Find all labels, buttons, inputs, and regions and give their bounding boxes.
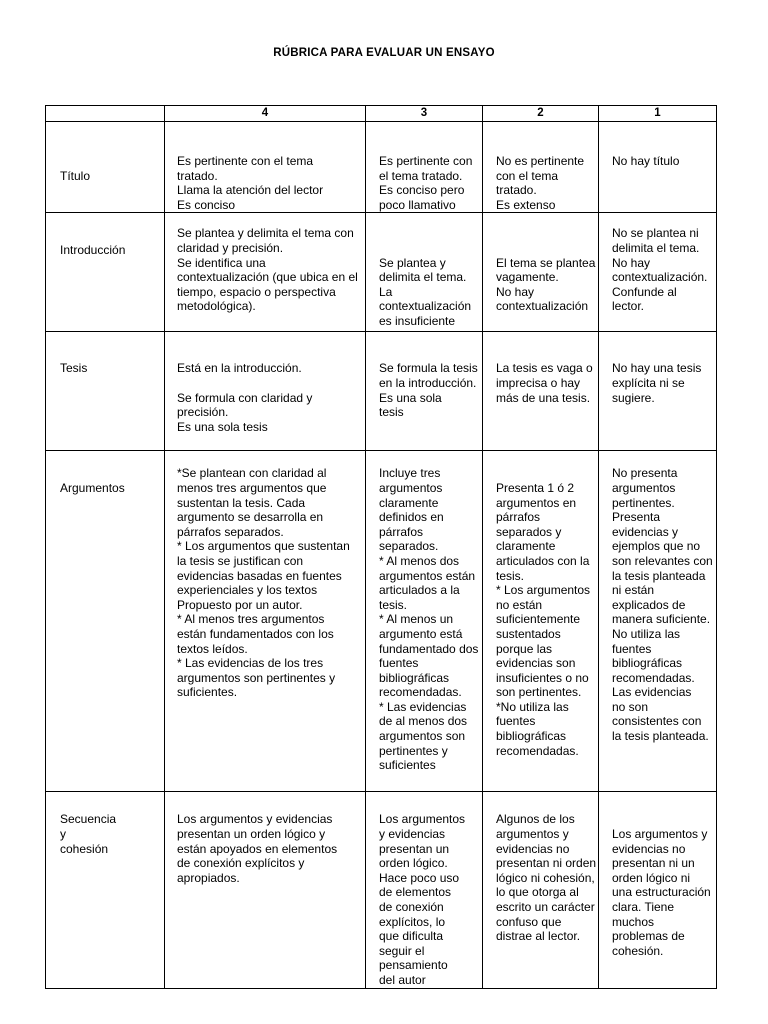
row-label-cell <box>46 332 165 451</box>
header-row <box>46 106 717 122</box>
row-label-cell <box>46 792 165 988</box>
cell-text: Presenta 1 ó 2 argumentos en párrafos separados y claramente articulados con la tesis. * Los argumentos no están suficientemente sustentados porque las evidencias son insuficientes o no son pertinentes. *No utiliza las fuentes bibliográficas recomendadas. <box>496 480 591 758</box>
cell-text: Se plantea y delimita el tema con claridad y precisión. Se identifica una contextualización (que ubica en el tiempo, espacio o perspectiva metodológica). <box>177 226 358 314</box>
row-label: Secuencia y cohesión <box>60 812 117 856</box>
table-cell <box>366 451 483 792</box>
table-row-introduccion <box>46 213 717 332</box>
table-cell <box>165 122 366 213</box>
table-row-secuencia-y-cohesion <box>46 792 717 988</box>
table-cell <box>165 792 366 988</box>
cell-text: Incluye tres argumentos claramente definidos en párrafos separados. * Al menos dos argumentos están articulados a la tesis. * Al menos un argumento está fundamentado dos fuentes bibliográficas recomendadas. * Las evidencias de al menos dos argumentos son pertinentes y suficientes <box>379 466 479 773</box>
table-cell <box>366 332 483 451</box>
cell-text: No hay título <box>612 154 680 168</box>
cell-text: Es pertinente con el tema tratado. Llama la atención del lector Es conciso <box>177 154 324 212</box>
row-label: Tesis <box>60 361 88 376</box>
header-cell-score-3: 3 <box>366 106 483 122</box>
table-cell <box>599 213 717 332</box>
row-label: Introducción <box>60 243 126 258</box>
document-title: RÚBRICA PARA EVALUAR UN ENSAYO <box>273 47 495 59</box>
table-cell <box>366 122 483 213</box>
header-cell-score-4: 4 <box>165 106 366 122</box>
table-cell <box>599 122 717 213</box>
cell-text: La tesis es vaga o imprecisa o hay más de una tesis. <box>496 361 593 405</box>
table-cell <box>165 451 366 792</box>
cell-text: Los argumentos y evidencias no presentan ni un orden lógico ni una estructuración clara. Tiene muchos problemas de cohesión. <box>612 826 711 958</box>
header-cell-score-2: 2 <box>483 106 599 122</box>
table-cell <box>599 792 717 988</box>
row-label-cell <box>46 451 165 792</box>
row-label-cell <box>46 213 165 332</box>
cell-text: Se plantea y delimita el tema. La contextualización es insuficiente <box>379 255 472 328</box>
table-cell <box>483 122 599 213</box>
table-cell <box>165 213 366 332</box>
table-cell <box>366 792 483 988</box>
cell-text: No hay una tesis explícita ni se sugiere. <box>612 361 702 405</box>
cell-text: Se formula la tesis en la introducción. Es una sola tesis <box>379 361 478 420</box>
cell-text: No presenta argumentos pertinentes. Presenta evidencias y ejemplos que no son relevantes con la tesis planteada ni están explicados de manera suficiente. No utiliza las fuentes bibliográficas recomendadas. Las evidencias no son consistentes con la tesis planteada. <box>612 466 713 744</box>
cell-text: Algunos de los argumentos y evidencias no presentan ni orden lógico ni cohesión, lo que otorga al escrito un carácter confuso que distrae al lector. <box>496 812 597 944</box>
table-row-argumentos <box>46 451 717 792</box>
cell-text: No es pertinente con el tema tratado. Es extenso <box>496 154 585 212</box>
table-cell <box>483 332 599 451</box>
rubric-table <box>45 105 717 989</box>
table-cell <box>483 792 599 988</box>
cell-text: El tema se plantea vagamente. No hay contextualización <box>496 255 596 314</box>
table-cell <box>165 332 366 451</box>
cell-text: Los argumentos y evidencias presentan un orden lógico. Hace poco uso de elementos de conexión explícitos, lo que dificulta seguir el pensamiento del autor <box>379 812 466 987</box>
header-cell-score-1: 1 <box>599 106 717 122</box>
table-cell <box>366 213 483 332</box>
table-cell <box>599 332 717 451</box>
table-row-tesis <box>46 332 717 451</box>
table-cell <box>483 451 599 792</box>
cell-text: No se plantea ni delimita el tema. No hay contextualización. Confunde al lector. <box>612 226 708 314</box>
header-cell-empty <box>46 106 165 122</box>
cell-text: Es pertinente con el tema tratado. Es conciso pero poco llamativo <box>379 154 473 212</box>
table-cell <box>599 451 717 792</box>
cell-text: Está en la introducción. Se formula con claridad y precisión. Es una sola tesis <box>177 361 313 434</box>
row-label: Título <box>60 169 91 183</box>
table-row-titulo <box>46 122 717 213</box>
cell-text: Los argumentos y evidencias presentan un orden lógico y están apoyados en elementos de conexión explícitos y apropiados. <box>177 812 338 885</box>
table-cell <box>483 213 599 332</box>
row-label-cell <box>46 122 165 213</box>
cell-text: *Se plantean con claridad al menos tres argumentos que sustentan la tesis. Cada argumento se desarrolla en párrafos separados. * Los argumentos que sustentan la tesis se justifican con evidencias basadas en fuentes experienciales y los textos Propuesto por un autor. * Al menos tres argumentos están fundamentados con los textos leídos. * Las evidencias de los tres argumentos son pertinentes y suficientes. <box>177 466 350 700</box>
row-label: Argumentos <box>60 481 125 496</box>
